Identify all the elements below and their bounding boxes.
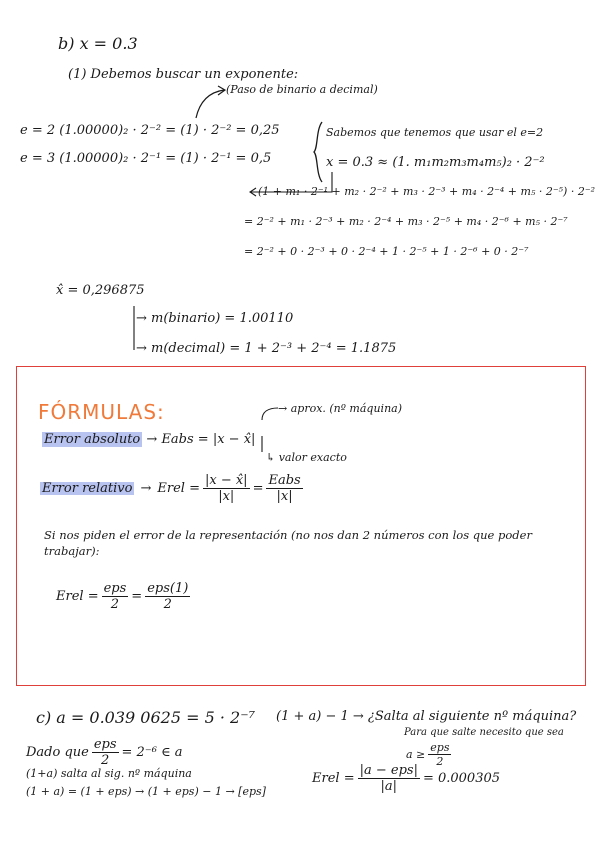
eps-row [56, 582, 193, 611]
part-c-note: Para que salte necesito que sea [404, 727, 564, 738]
dado-label: Dado que [26, 745, 89, 760]
x-approx-line: x = 0.3 ≈ (1. m₁m₂m₃m₄m₅)₂ · 2⁻² [326, 155, 545, 170]
rel-error-label: Error relativo [42, 481, 133, 496]
approx-note: → aprox. (nº máquina) [278, 402, 403, 415]
rel-arrow: → [140, 481, 152, 496]
cond-num: eps [430, 741, 450, 754]
erel-row [312, 764, 500, 793]
rel-den-2: |x| [276, 489, 293, 504]
rel-num-1: |x − x̂| [204, 473, 248, 488]
erel-fraction [358, 764, 420, 793]
paso-binario-note: (Paso de binario a decimal) [226, 83, 378, 96]
eps-fraction-1 [102, 582, 129, 611]
expand-line-3: = 2⁻² + 0 · 2⁻³ + 0 · 2⁻⁴ + 1 · 2⁻⁵ + 1 · 2⁻⁶ + 0 · 2⁻⁷ [244, 245, 529, 258]
x-hat-value: x̂ = 0,296875 [56, 283, 145, 298]
eps-equals: = [131, 589, 143, 604]
rel-num-2: Eabs [268, 473, 301, 488]
line-e3: e = 3 (1.00000)₂ · 2⁻¹ = (1) · 2⁻¹ = 0,5 [20, 151, 272, 166]
eps-lhs: Erel = [56, 589, 99, 604]
dado-fraction [92, 738, 119, 767]
erel-lhs: Erel = [312, 771, 355, 786]
part-b-header: b) x = 0.3 [58, 34, 138, 53]
rel-fraction-1 [203, 474, 250, 503]
abs-error-label: Error absoluto [44, 432, 141, 447]
dado-den: 2 [101, 753, 110, 768]
side-note: Sabemos que tenemos que usar el e=2 [326, 126, 544, 139]
line-e2: e = 2 (1.00000)₂ · 2⁻² = (1) · 2⁻² = 0,25 [20, 123, 280, 138]
m-binario: → m(binario) = 1.00110 [136, 311, 294, 326]
expand-line-1: (1 + m₁ · 2⁻¹ + m₂ · 2⁻² + m₃ · 2⁻³ + m₄ · 2⁻⁴ + m₅ · 2⁻⁵) · 2⁻² [258, 185, 596, 198]
step-1-text: (1) Debemos buscar un exponente: [68, 67, 299, 82]
paragraph-line-2: trabajar): [44, 544, 100, 558]
part-c-header: c) a = 0.039 0625 = 5 · 2⁻⁷ [36, 708, 256, 727]
eps-num-1: eps [103, 581, 127, 596]
part-c-question: (1 + a) − 1 → ¿Salta al siguiente nº máquina? [276, 709, 577, 724]
exact-note: ↳ valor exacto [266, 451, 347, 464]
paragraph-line-1: Si nos piden el error de la representación (no nos dan 2 números con los que poder [44, 528, 532, 542]
rel-error-row [40, 474, 306, 503]
dado-rest: = 2⁻⁶ ∈ a [121, 745, 183, 760]
m-decimal: → m(decimal) = 1 + 2⁻³ + 2⁻⁴ = 1.1875 [136, 341, 397, 356]
cond-lhs: a ≥ [406, 748, 426, 761]
cond-den: 2 [436, 755, 444, 768]
eps-fraction-2 [145, 582, 190, 611]
expand-line-2: = 2⁻² + m₁ · 2⁻³ + m₂ · 2⁻⁴ + m₃ · 2⁻⁵ + m₄ · 2⁻⁶ + m₅ · 2⁻⁷ [244, 215, 568, 228]
dado-row [26, 738, 183, 767]
eps-num-2: eps(1) [147, 581, 189, 596]
abs-error-row [42, 433, 255, 446]
dado-num: eps [93, 737, 117, 752]
eps-den-1: 2 [110, 597, 120, 612]
eps-den-2: 2 [163, 597, 172, 612]
erel-value: = 0.000305 [422, 771, 501, 786]
erel-den: |a| [380, 779, 398, 794]
salta-text: (1+a) salta al sig. nº máquina [26, 767, 192, 780]
rel-lhs: Erel = [157, 481, 200, 496]
formulas-title: FÓRMULAS: [38, 400, 165, 424]
erel-num: |a − eps| [359, 763, 418, 778]
chain-text: (1 + a) = (1 + eps) → (1 + eps) − 1 → [eps] [26, 785, 266, 798]
rel-den-1: |x| [218, 489, 235, 504]
abs-arrow: → [146, 432, 158, 447]
rel-fraction-2 [266, 474, 302, 503]
abs-formula: Eabs = |x − x̂| [161, 432, 256, 447]
rel-equals: = [252, 481, 264, 496]
